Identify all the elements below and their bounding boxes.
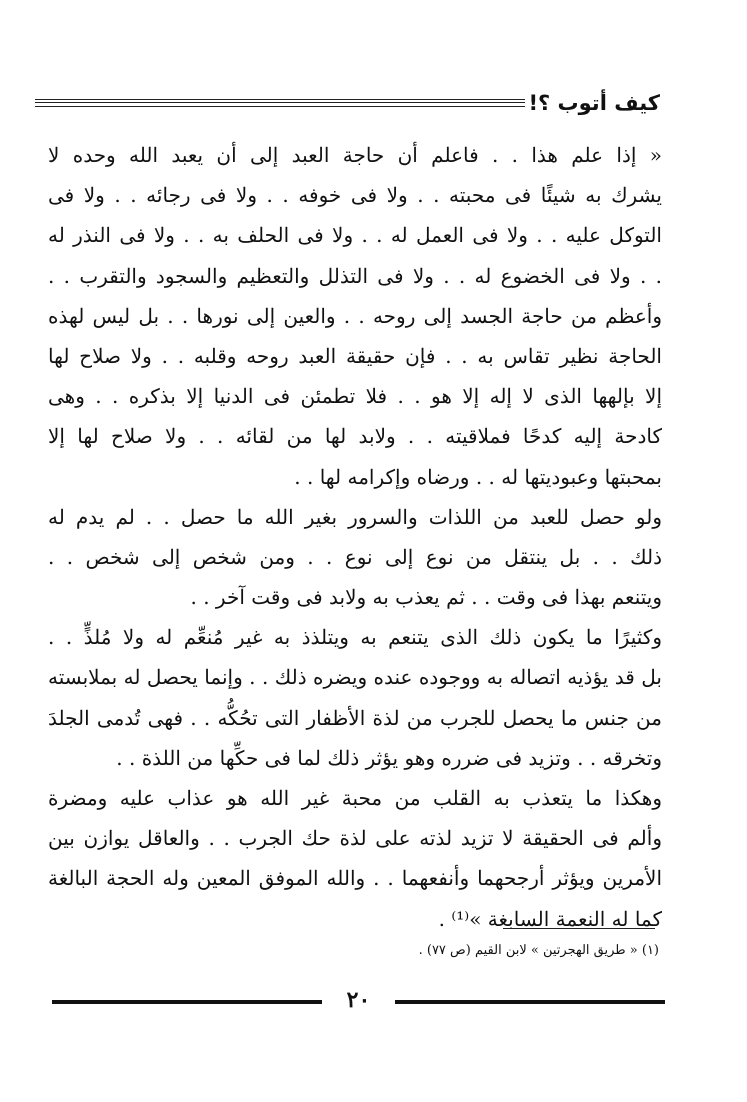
text-line: . . ولا فى الخضوع له . . ولا فى التذلل والتعظيم والسجود والتقرب . . xyxy=(48,263,662,288)
text-line: ولو حصل للعبد من اللذات والسرور بغير الله ما حصل . . لم يدم له xyxy=(48,504,662,529)
page-number: ٢٠ xyxy=(346,987,371,1013)
body-text xyxy=(48,135,662,939)
text-line: يشرك به شيئًا فى محبته . . ولا فى خوفه . . ولا فى رجائه . . ولا فى xyxy=(48,183,662,208)
text-line: إلا بإلهها الذى لا إله إلا هو . . فلا تطمئن فى الدنيا إلا بذكره . . وهى xyxy=(48,384,662,409)
text-line: كما له النعمة السابغة »⁽¹⁾ . xyxy=(438,906,662,931)
text-line: بمحبتها وعبوديتها له . . ورضاه وإكرامه لها . . xyxy=(294,464,662,489)
text-line: من جنس ما يحصل للجرب من لذة الأظفار التى تحُكُّه . . فهى تُدمى الجلدَ xyxy=(48,705,662,730)
running-header xyxy=(35,88,660,122)
running-header-title: كيف أتوب ؟! xyxy=(528,91,660,115)
text-line: الحاجة نظير تقاس به . . فإن حقيقة العبد روحه وقلبه . . ولا صلاح لها xyxy=(48,343,662,368)
footnote: (١) « طريق الهجرتين » لابن القيم (ص ٧٧) . xyxy=(418,943,659,958)
text-line: التوكل عليه . . ولا فى العمل له . . ولا فى الحلف به . . ولا فى النذر له xyxy=(48,223,662,248)
footnote-separator xyxy=(503,928,655,929)
text-line: ويتنعم بهذا فى وقت . . ثم يعذب به ولابد فى وقت آخر . . xyxy=(190,585,662,610)
text-line: وهكذا ما يتعذب به القلب من محبة غير الله هو عذاب عليه ومضرة xyxy=(48,786,662,810)
text-line: وألم فى الحقيقة لا تزيد لذته على لذة حك الجرب . . والعاقل يوازن بين xyxy=(48,826,662,851)
text-line: بل قد يؤذيه اتصاله به ووجوده عنده ويضره ذلك . . وإنما يحصل له بملابسته xyxy=(48,665,662,690)
text-line: كادحة إليه كدحًا فملاقيته . . ولابد لها من لقائه . . ولا صلاح لها إلا xyxy=(48,424,662,449)
text-line: « إذا علم هذا . . فاعلم أن حاجة العبد إلى أن يعبد الله وحده لا xyxy=(48,143,662,167)
text-line: وأعظم من حاجة الجسد إلى روحه . . والعين إلى نورها . . بل ليس لهذه xyxy=(48,303,662,328)
text-line: ذلك . . بل ينتقل من نوع إلى نوع . . ومن شخص إلى شخص . . xyxy=(48,544,662,569)
footer-rule-left xyxy=(52,1000,322,1004)
header-double-rule xyxy=(35,99,525,107)
text-line: وتخرقه . . وتزيد فى ضرره وهو يؤثر ذلك لما فى حكِّها من اللذة . . xyxy=(116,745,662,770)
text-line: الأمرين ويؤثر أرجحهما وأنفعهما . . والله الموفق المعين وله الحجة البالغة xyxy=(48,866,662,891)
footer-rule-right xyxy=(395,1000,665,1004)
text-line: وكثيرًا ما يكون ذلك الذى يتنعم به ويتلذذ به غير مُنعِّم له ولا مُلذٍّ . . xyxy=(48,625,662,650)
